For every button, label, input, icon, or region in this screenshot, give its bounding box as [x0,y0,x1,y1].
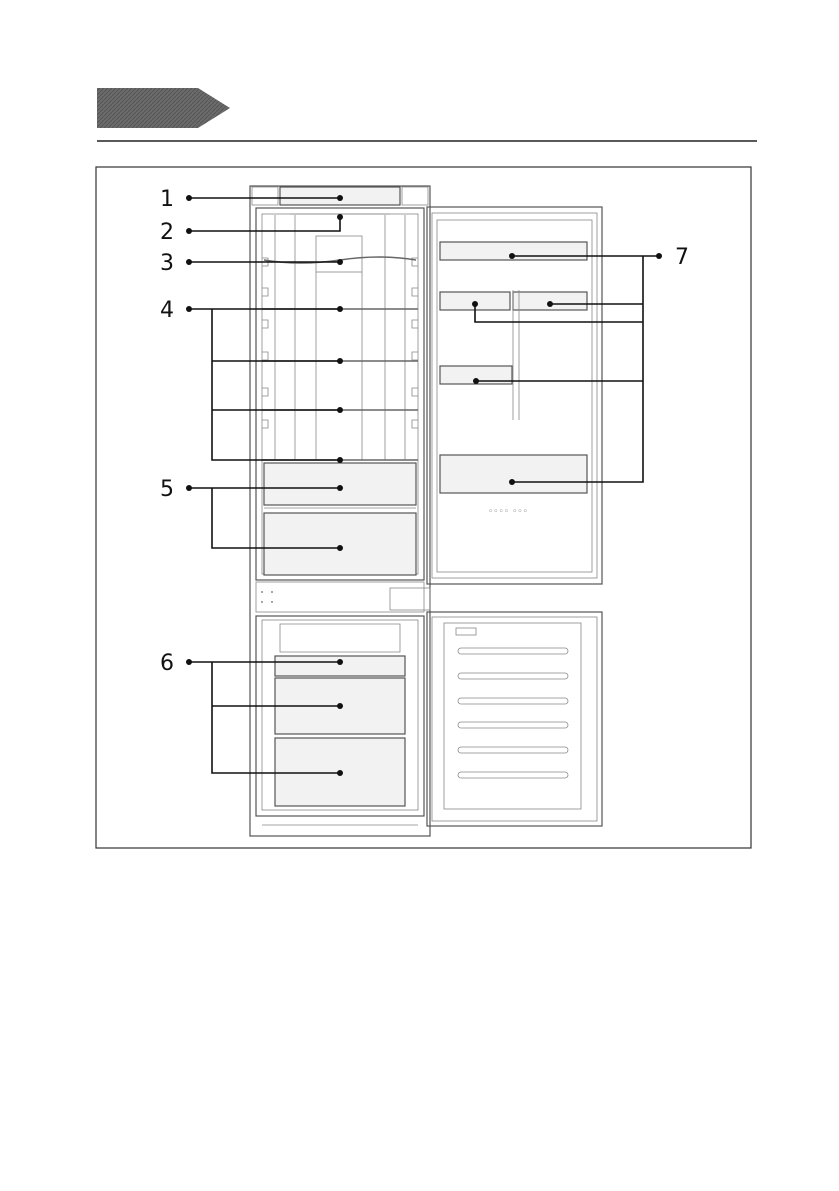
brand-mark: ◦◦◦◦ ◦◦◦ [488,507,529,517]
callout-label-7: 7 [675,245,689,270]
callout-label-1: 1 [160,187,174,212]
fridge-door [390,207,602,610]
door-balcony [440,455,587,493]
section-tab-arrow [97,88,230,128]
callout-label-5: 5 [160,477,174,502]
callout-label-3: 3 [160,251,174,276]
crisper-drawer [264,513,416,575]
door-indicator [456,628,476,635]
callout-label-4: 4 [160,298,174,323]
callout-label-6: 6 [160,651,174,676]
crisper-drawer [264,463,416,505]
callout-label-2: 2 [160,220,174,245]
section-header [97,88,757,141]
freezer-door-ribs [458,648,568,778]
side-rails [262,258,418,428]
freezer-door [427,612,602,826]
divider-dots [261,591,273,603]
interior-light [316,236,362,272]
fridge-cabinet [250,186,430,836]
